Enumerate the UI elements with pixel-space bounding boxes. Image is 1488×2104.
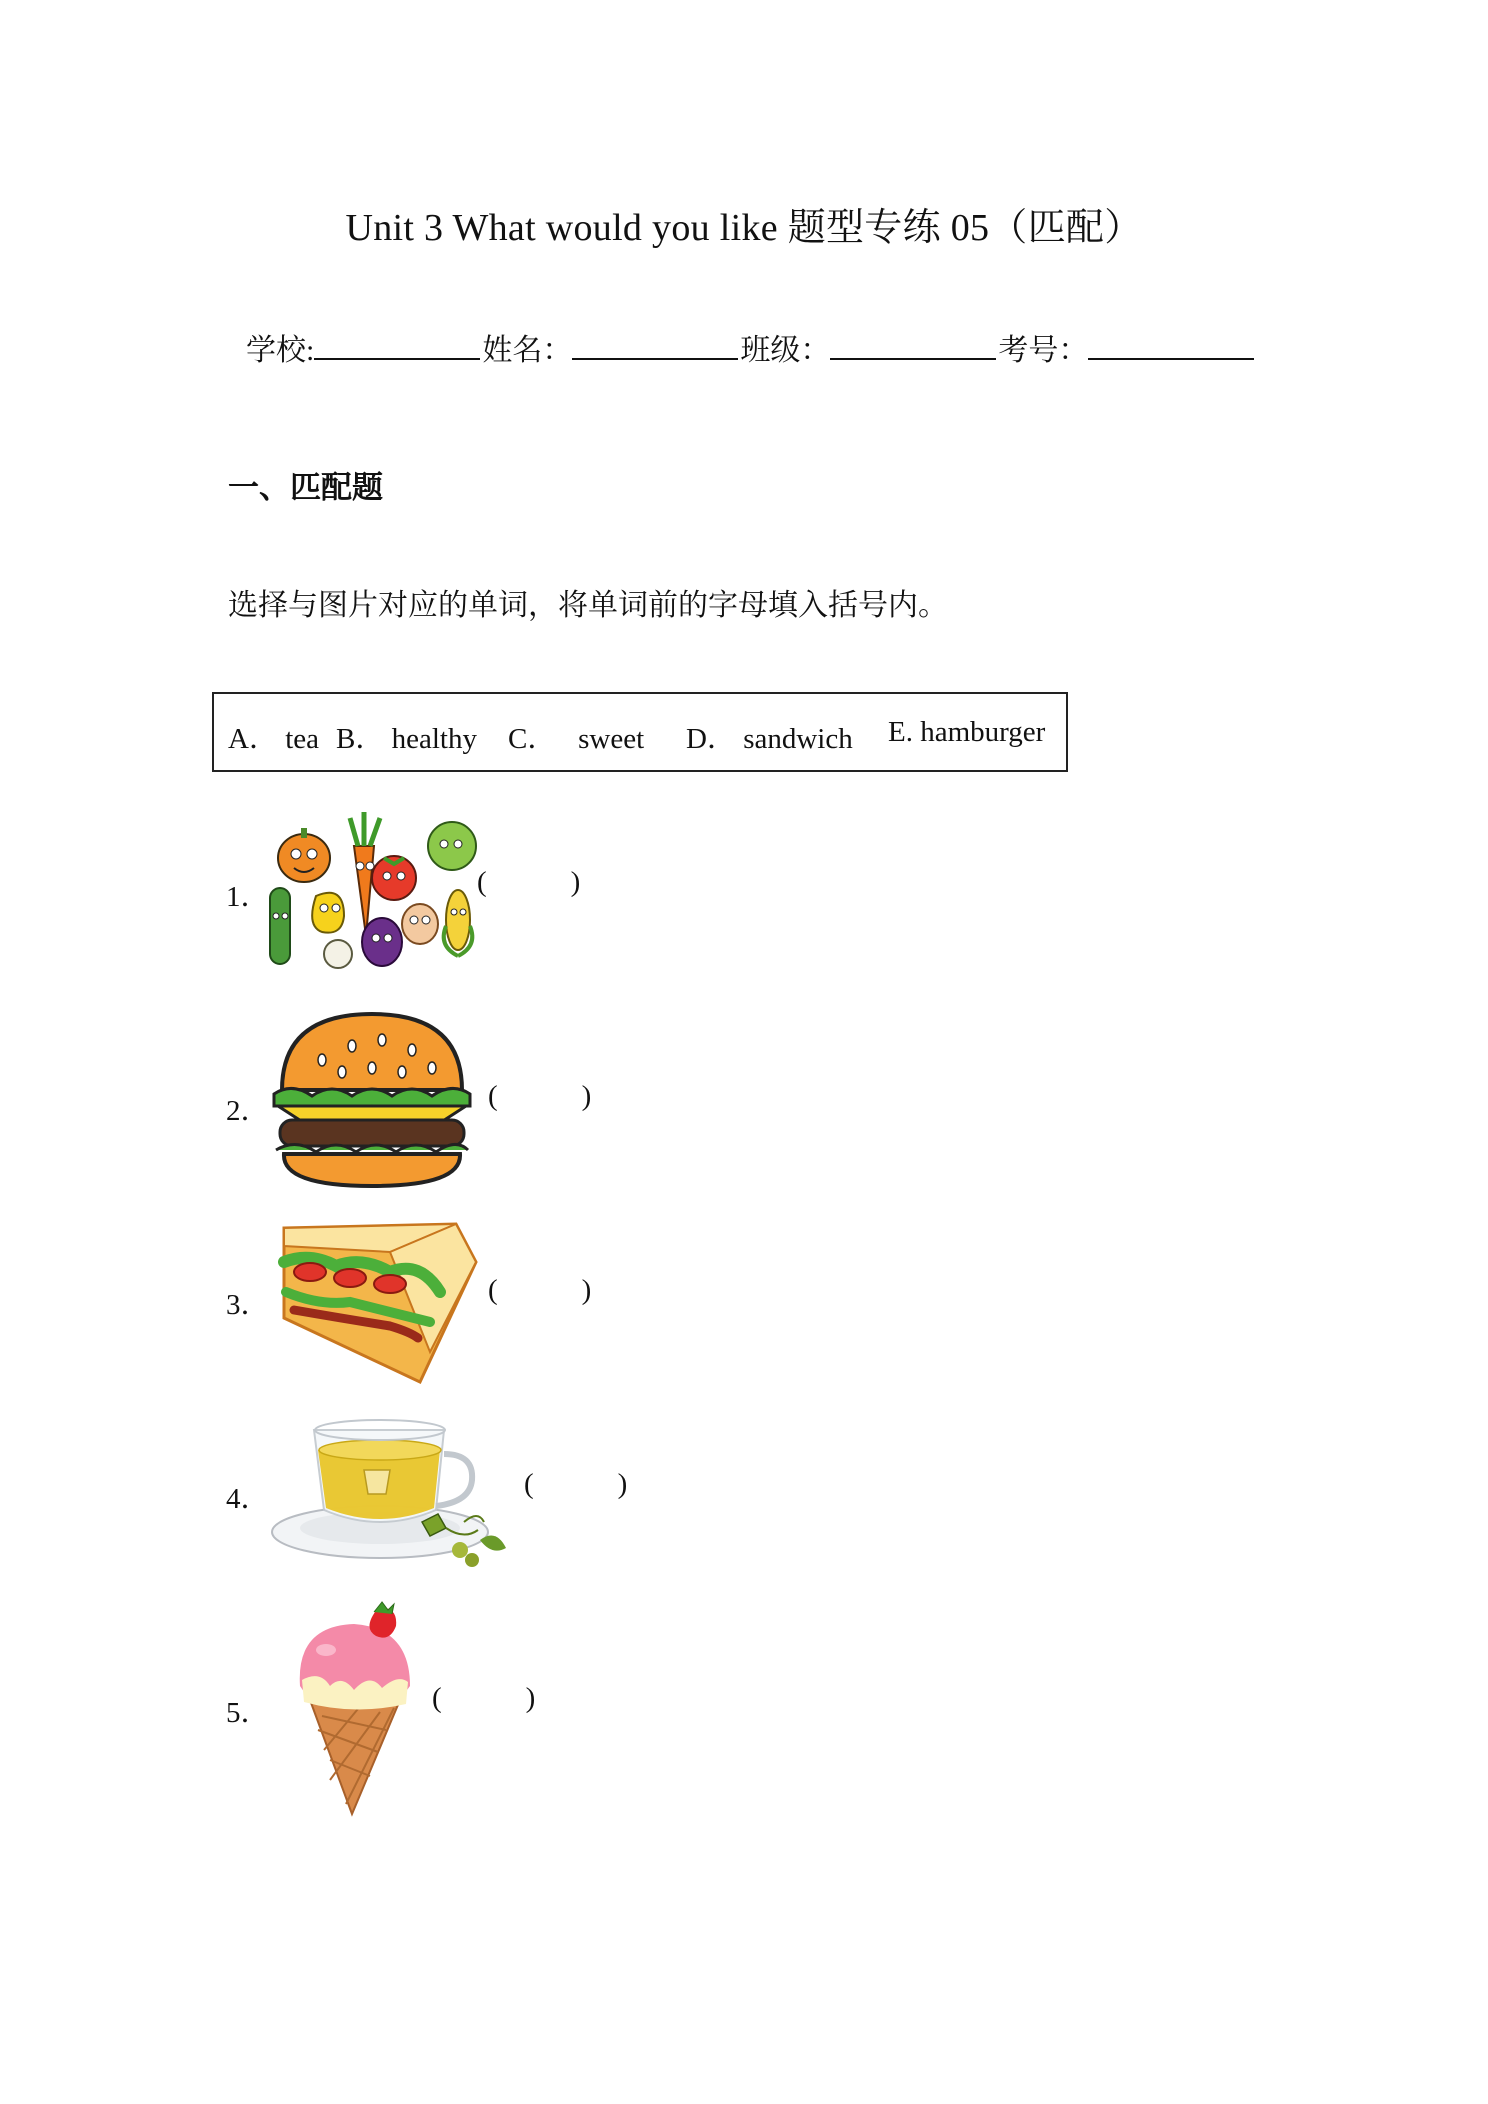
class-label: 班级： [740, 334, 831, 367]
question-number-3: 3． [226, 1289, 270, 1321]
option-c [508, 716, 644, 757]
name-blank[interactable] [572, 328, 738, 360]
tea-cup-icon [268, 1410, 518, 1580]
school-blank[interactable] [314, 328, 480, 360]
option-a [228, 716, 319, 757]
name-label: 姓名： [482, 334, 573, 367]
answer-blank-2[interactable]: ( ) [488, 1080, 592, 1112]
number-blank[interactable] [1088, 328, 1254, 360]
class-blank[interactable] [830, 328, 996, 360]
vegetables-icon [262, 806, 487, 971]
option-word: healthy [391, 723, 477, 755]
option-letter: B． [336, 723, 385, 755]
option-word: sweet [578, 723, 645, 755]
hamburger-icon [272, 1010, 472, 1190]
option-d [686, 716, 853, 757]
answer-blank-5[interactable]: ( ) [432, 1682, 536, 1714]
option-e [888, 716, 1045, 749]
option-letter: E. [888, 716, 913, 748]
answer-blank-3[interactable]: ( ) [488, 1274, 592, 1306]
option-b [336, 716, 477, 757]
option-letter: A． [228, 723, 278, 755]
question-number-5: 5． [226, 1697, 270, 1729]
question-number-2: 2． [226, 1095, 270, 1127]
option-letter: C． [508, 723, 557, 755]
sandwich-icon [280, 1222, 480, 1384]
question-number-4: 4． [226, 1483, 270, 1515]
option-word: hamburger [920, 716, 1046, 748]
option-word: sandwich [743, 723, 853, 755]
answer-blank-1[interactable]: ( ) [477, 866, 581, 898]
page-title: Unit 3 What would you like 题型专练 05（匹配） [345, 207, 1143, 249]
school-label: 学校: [246, 334, 315, 367]
question-number-1: 1． [226, 881, 270, 913]
answer-blank-4[interactable]: ( ) [524, 1468, 628, 1500]
number-label: 考号： [998, 334, 1089, 367]
section-title: 一、匹配题 [228, 470, 383, 506]
option-letter: D． [686, 723, 736, 755]
instruction-text: 选择与图片对应的单词，将单词前的字母填入括号内。 [228, 589, 948, 622]
ice-cream-icon [290, 1600, 430, 1814]
option-word: tea [285, 723, 320, 755]
word-options-box [212, 692, 1068, 772]
student-info-line [246, 325, 1256, 369]
